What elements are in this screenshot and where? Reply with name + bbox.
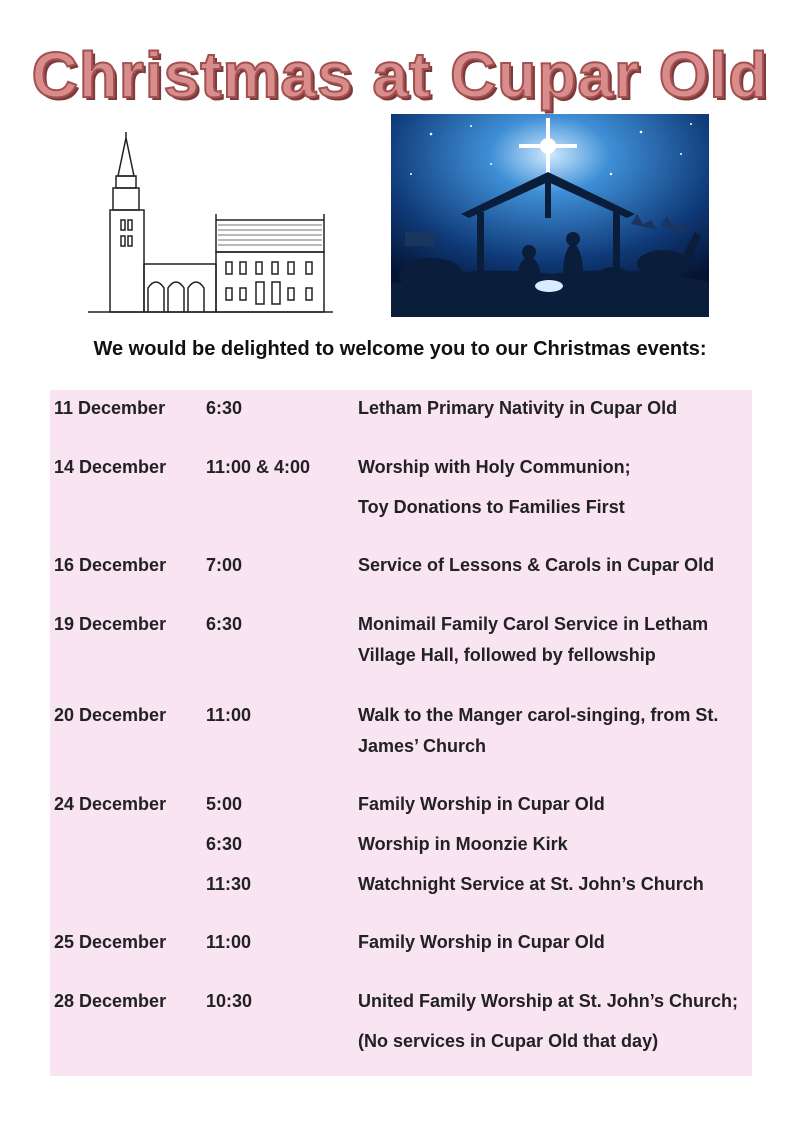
nativity-image	[391, 114, 709, 317]
event-description: Village Hall, followed by fellowship	[358, 645, 656, 665]
event-time: 6:30	[206, 834, 243, 854]
event-description: Family Worship in Cupar Old	[358, 794, 605, 814]
event-description: Worship with Holy Communion;	[358, 457, 631, 477]
event-description: Monimail Family Carol Service in Letham	[358, 614, 709, 634]
event-description: United Family Worship at St. John’s Church;	[358, 991, 739, 1011]
event-description: Letham Primary Nativity in Cupar Old	[358, 398, 678, 418]
event-date: 16 December	[54, 555, 167, 575]
event-time: 11:00	[206, 705, 252, 725]
event-time: 11:00	[206, 932, 252, 952]
event-description: Watchnight Service at St. John’s Church	[358, 874, 704, 894]
event-time: 6:30	[206, 398, 243, 418]
event-time: 11:30	[206, 874, 252, 894]
events-panel	[50, 390, 752, 1076]
intro-text: We would be delighted to welcome you to our Christmas events:	[93, 338, 707, 360]
event-description: Walk to the Manger carol-singing, from St.	[358, 705, 719, 725]
event-description: Family Worship in Cupar Old	[358, 932, 605, 952]
event-time: 5:00	[206, 794, 243, 814]
event-description: Service of Lessons & Carols in Cupar Old	[358, 555, 715, 575]
event-description: Worship in Moonzie Kirk	[358, 834, 568, 854]
event-date: 11 December	[54, 398, 166, 418]
event-date: 14 December	[54, 457, 167, 477]
event-time: 10:30	[206, 991, 253, 1011]
event-description: Toy Donations to Families First	[358, 497, 625, 517]
poster-title: Christmas at Cupar Old	[31, 39, 769, 111]
event-date: 19 December	[54, 614, 167, 634]
event-time: 11:00 & 4:00	[206, 457, 311, 477]
event-date: 24 December	[54, 794, 167, 814]
event-date: 28 December	[54, 991, 167, 1011]
church-illustration	[88, 128, 333, 318]
event-time: 6:30	[206, 614, 243, 634]
event-description: (No services in Cupar Old that day)	[358, 1031, 659, 1051]
event-date: 20 December	[54, 705, 167, 725]
event-description: James’ Church	[358, 736, 487, 756]
event-date: 25 December	[54, 932, 167, 952]
event-time: 7:00	[206, 555, 243, 575]
